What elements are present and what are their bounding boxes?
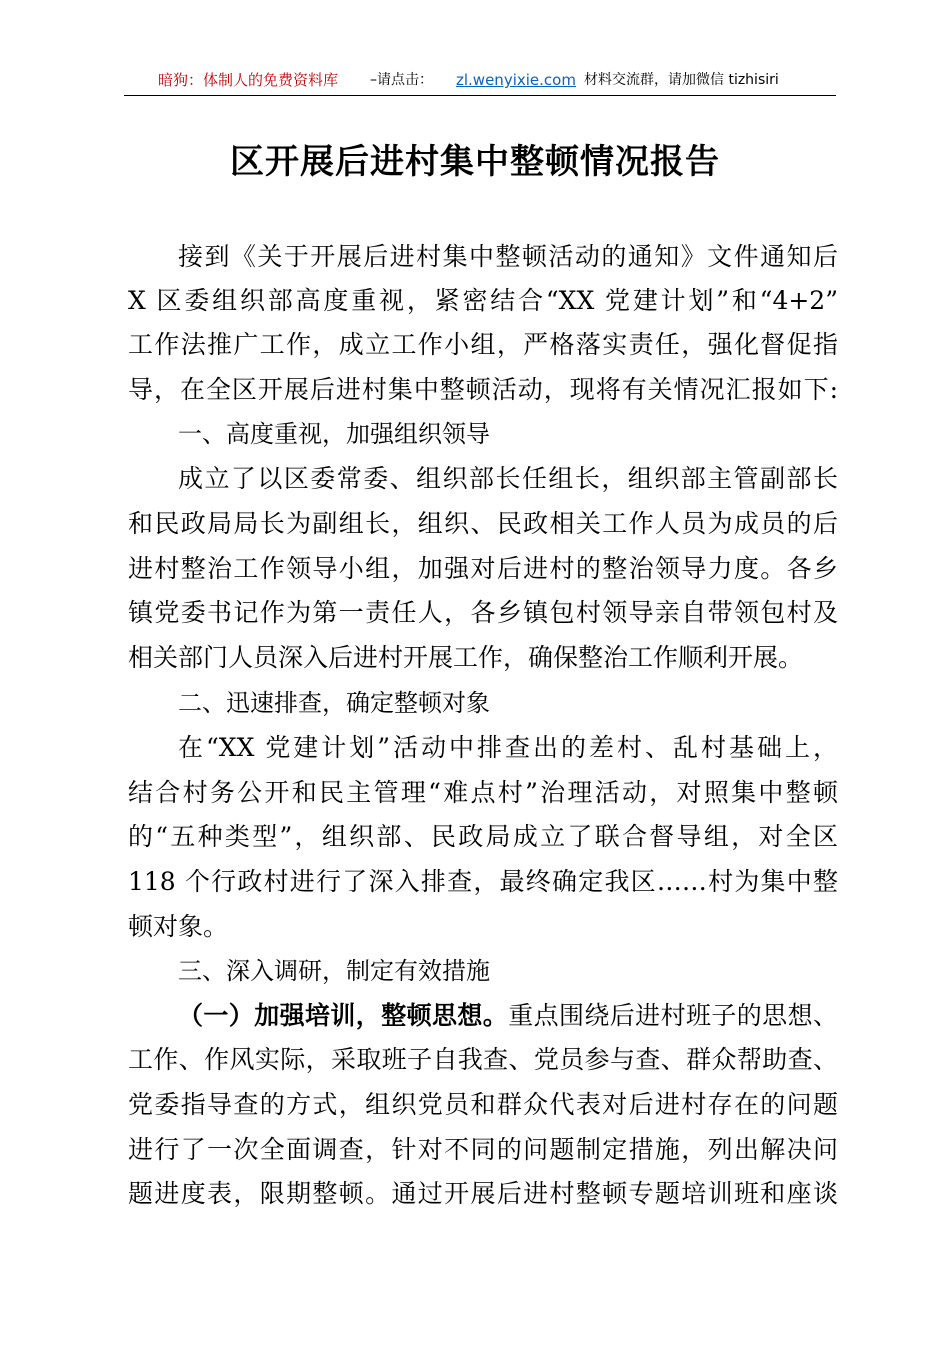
section-heading: 三、深入调研，制定有效措施	[178, 957, 490, 985]
paragraph-line: 题进度表，限期整顿。通过开展后进村整顿专题培训班和座谈	[128, 1179, 838, 1208]
paragraph-line: 工作法推广工作，成立工作小组，严格落实责任，强化督促指	[128, 330, 838, 359]
paragraph-line: 结合村务公开和民主管理“难点村”治理活动，对照集中整顿	[128, 778, 838, 807]
header-contact-text: 材料交流群，请加微信 tizhisiri	[584, 72, 779, 88]
header-ad-text: 暗狗：体制人的免费资料库	[158, 71, 339, 89]
paragraph-line: 和民政局局长为副组长，组织、民政相关工作人员为成员的后	[128, 509, 838, 538]
paragraph-line: 成立了以区委常委、组织部长任组长，组织部主管副部长	[178, 464, 838, 493]
document-title: 区开展后进村集中整顿情况报告	[230, 142, 720, 182]
paragraph-line: 顿对象。	[128, 912, 229, 941]
paragraph-line: 118 个行政村进行了深入排查，最终确定我区……村为集中整	[128, 867, 838, 896]
header-link[interactable]: zl.wenyixie.com	[456, 71, 576, 89]
paragraph-line: 镇党委书记作为第一责任人，各乡镇包村领导亲自带领包村及	[128, 598, 838, 627]
paragraph-line: 党委指导查的方式，组织党员和群众代表对后进村存在的问题	[128, 1090, 838, 1119]
paragraph-line: X 区委组织部高度重视，紧密结合“XX 党建计划”和“4+2”	[128, 286, 838, 315]
header-bar	[124, 66, 836, 96]
paragraph-line: 在“XX 党建计划”活动中排查出的差村、乱村基础上，	[178, 733, 838, 762]
paragraph-line: 导，在全区开展后进村集中整顿活动，现将有关情况汇报如下:	[128, 375, 838, 404]
paragraph-line	[178, 999, 838, 1033]
paragraph-line: 接到《关于开展后进村集中整顿活动的通知》文件通知后	[178, 242, 838, 271]
subheading-bold: （一）加强培训，整顿思想。	[178, 1001, 509, 1030]
section-heading: 二、迅速排查，确定整顿对象	[178, 689, 490, 717]
header-click-label: –请点击：	[370, 72, 433, 88]
paragraph-line: 进行了一次全面调查，针对不同的问题制定措施，列出解决问	[128, 1135, 838, 1164]
paragraph-line: 的“五种类型”，组织部、民政局成立了联合督导组，对全区	[128, 822, 838, 851]
subheading-body: 重点围绕后进村班子的思想、	[508, 1001, 838, 1030]
section-heading: 一、高度重视，加强组织领导	[178, 420, 490, 448]
paragraph-line: 相关部门人员深入后进村开展工作，确保整治工作顺利开展。	[128, 643, 804, 672]
paragraph-line: 工作、作风实际，采取班子自我查、党员参与查、群众帮助查、	[128, 1045, 838, 1074]
paragraph-line: 进村整治工作领导小组，加强对后进村的整治领导力度。各乡	[128, 554, 838, 583]
